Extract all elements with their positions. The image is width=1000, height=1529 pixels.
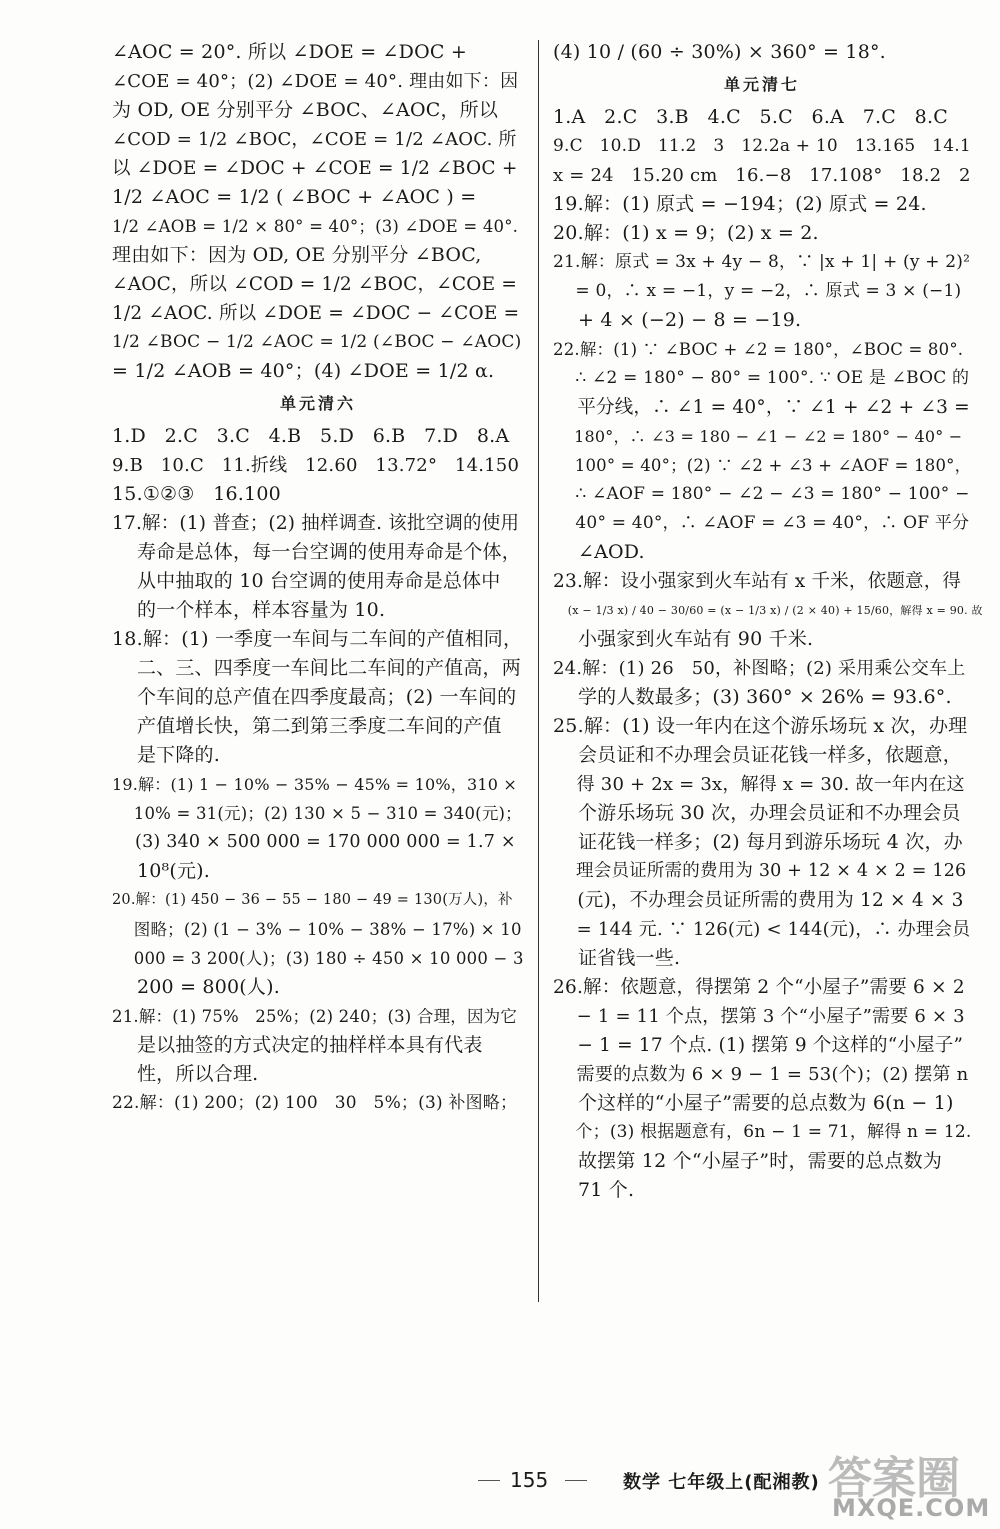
text-line: 25.解：(1) 设一年内在这个游乐场玩 x 次，办理 <box>553 715 968 737</box>
text-line: 18.解：(1) 一季度一车间与二车间的产值相同， <box>112 628 523 650</box>
text-line: 小强家到火车站有 90 千米. <box>553 628 814 650</box>
text-line: 理由如下：因为 OD, OE 分别平分 ∠BOC, <box>112 244 482 266</box>
text-line: x = 24 15.20 cm 16.−8 17.108° 18.2 2 <box>553 165 971 186</box>
footer-dash-left <box>478 1480 500 1481</box>
text-line: 性，所以合理. <box>112 1063 259 1085</box>
text-line: 20.解：(1) x = 9；(2) x = 2. <box>553 222 819 244</box>
text-line: 1/2 ∠AOC. 所以 ∠DOE = ∠DOC − ∠COE = <box>112 303 520 324</box>
text-line: − 1 = 17 个点. (1) 摆第 9 个这样的“小屋子” <box>553 1035 964 1056</box>
text-line: 平分线，∴ ∠1 = 40°，∵ ∠1 + ∠2 + ∠3 = <box>553 397 970 418</box>
text-line: 得 30 + 2x = 3x，解得 x = 30. 故一年内在这 <box>553 774 965 795</box>
section-title: 单元清六 <box>279 394 356 413</box>
text-line: (4) 10 / (60 ÷ 30%) × 360° = 18°. <box>553 41 886 63</box>
text-line: − 1 = 11 个点，摆第 3 个“小屋子”需要 6 × 3 <box>553 1006 965 1027</box>
text-line: 1/2 ∠AOC = 1/2 ( ∠BOC + ∠AOC ) = <box>112 186 477 208</box>
section-title: 单元清七 <box>723 75 800 94</box>
text-line: 1.D 2.C 3.C 4.B 5.D 6.B 7.D 8.A <box>112 425 510 447</box>
page-number: 155 <box>510 1468 549 1492</box>
text-line: 个；(3) 根据题意有，6n − 1 = 71，解得 n = 12. <box>553 1122 972 1142</box>
text-line: 是以抽签的方式决定的抽样样本具有代表 <box>112 1034 483 1056</box>
text-line: ∠COE = 40°；(2) ∠DOE = 40°. 理由如下：因 <box>112 71 519 92</box>
watermark-url: MXQE.COM <box>832 1494 991 1522</box>
text-line: + 4 × (−2) − 8 = −19. <box>553 309 802 331</box>
text-line: 21.解：原式 = 3x + 4y − 8，∵ |x + 1| + (y + 2)² <box>553 252 971 272</box>
text-line: 22.解：(1) 200；(2) 100 30 5%；(3) 补图略； <box>112 1093 518 1113</box>
text-line: 19.解：(1) 1 − 10% − 35% − 45% = 10%，310 × <box>112 775 517 794</box>
left-column <box>112 38 524 1118</box>
text-line: 21.解：(1) 75% 25%；(2) 240；(3) 合理，因为它 <box>112 1007 518 1026</box>
text-line: ∠COD = 1/2 ∠BOC，∠COE = 1/2 ∠AOC. 所 <box>112 129 517 150</box>
text-line: = 1/2 ∠AOB = 40°；(4) ∠DOE = 1/2 α. <box>112 360 495 382</box>
text-line: 71 个. <box>553 1179 635 1201</box>
text-line: 9.C 10.D 11.2 3 12.2a + 10 13.165 14.1 <box>553 136 971 156</box>
right-column <box>553 38 983 1205</box>
text-line: 学的人数最多；(3) 360° × 26% = 93.6°. <box>553 686 952 708</box>
text-line: 的一个样本，样本容量为 10. <box>112 599 386 621</box>
text-line: 为 OD, OE 分别平分 ∠BOC、∠AOC，所以 <box>112 99 499 121</box>
text-line: 26.解：依题意，得摆第 2 个“小屋子”需要 6 × 2 <box>553 977 965 998</box>
text-line: 40° = 40°，∴ ∠AOF = ∠3 = 40°，∴ OF 平分 <box>553 513 970 533</box>
column-divider <box>538 40 539 1302</box>
text-line: 证省钱一些. <box>553 947 681 969</box>
text-line: 是下降的. <box>112 744 220 766</box>
text-line: 个这样的“小屋子”需要的总点数为 6(n − 1) <box>553 1092 954 1114</box>
text-line: (3) 340 × 500 000 = 170 000 000 = 1.7 × <box>112 832 516 852</box>
text-line: 产值增长快，第二到第三季度二车间的产值 <box>112 715 502 737</box>
text-line: 10% = 31(元)；(2) 130 × 5 − 310 = 340(元)； <box>112 804 522 823</box>
text-line: = 144 元. ∵ 126(元) < 144(元)，∴ 办理会员 <box>553 919 971 940</box>
text-line: ∴ ∠AOF = 180° − ∠2 − ∠3 = 180° − 100° − <box>553 484 970 504</box>
text-line: 需要的点数为 6 × 9 − 1 = 53(个)；(2) 摆第 n <box>553 1064 969 1085</box>
text-line: 1.A 2.C 3.B 4.C 5.C 6.A 7.C 8.C <box>553 106 948 128</box>
text-line: 1/2 ∠AOB = 1/2 × 80° = 40°；(3) ∠DOE = 40°. <box>112 217 519 236</box>
text-line: 二、三、四季度一车间比二车间的产值高，两 <box>112 657 521 679</box>
text-line: 1/2 ∠BOC − 1/2 ∠AOC = 1/2 (∠BOC − ∠AOC) <box>112 332 522 352</box>
text-line: 10⁸(元). <box>112 860 211 882</box>
text-line: 寿命是总体，每一台空调的使用寿命是个体， <box>112 541 521 563</box>
text-line: 证花钱一样多；(2) 每月到游乐场玩 4 次，办 <box>553 831 963 853</box>
footer-dash-right <box>565 1480 587 1481</box>
text-line: 个游乐场玩 30 次，办理会员证和不办理会员 <box>553 802 961 824</box>
text-line: ∠AOD. <box>553 541 645 563</box>
text-line: 24.解：(1) 26 50，补图略；(2) 采用乘公交车上 <box>553 658 966 679</box>
text-line: ∴ ∠2 = 180° − 80° = 100°. ∵ OE 是 ∠BOC 的 <box>553 368 970 388</box>
text-line: ∠AOC，所以 ∠COD = 1/2 ∠BOC，∠COE = <box>112 274 518 295</box>
text-line: 会员证和不办理会员证花钱一样多，依题意， <box>553 744 962 766</box>
text-line: 000 = 3 200(人)；(3) 180 ÷ 450 × 10 000 − 3 <box>112 949 524 968</box>
text-line: = 0，∴ x = −1，y = −2，∴ 原式 = 3 × (−1) <box>553 281 962 301</box>
text-line: 个车间的总产值在四季度最高；(2) 一车间的 <box>112 686 517 708</box>
book-subject: 数学 七年级上(配湘教) <box>623 1472 820 1493</box>
text-line: 180°，∴ ∠3 = 180 − ∠1 − ∠2 = 180° − 40° − <box>553 427 963 446</box>
text-line: 理会员证所需的费用为 30 + 12 × 4 × 2 = 126 <box>553 861 967 881</box>
text-line: 17.解：(1) 普查；(2) 抽样调查. 该批空调的使用 <box>112 513 520 534</box>
text-line: ∠AOC = 20°. 所以 ∠DOE = ∠DOC + <box>112 41 467 63</box>
text-line: 15.①②③ 16.100 <box>112 483 281 505</box>
text-line: 200 = 800(人). <box>112 976 280 998</box>
text-line: 23.解：设小强家到火车站有 x 千米，依题意，得 <box>553 571 962 592</box>
text-line: 从中抽取的 10 台空调的使用寿命是总体中 <box>112 570 501 592</box>
watermark-logo: 答案圈 <box>828 1453 960 1504</box>
text-line: 100° = 40°；(2) ∵ ∠2 + ∠3 + ∠AOF = 180°， <box>553 456 972 475</box>
text-line: 22.解：(1) ∵ ∠BOC + ∠2 = 180°，∠BOC = 80°. <box>553 340 964 359</box>
text-line: 以 ∠DOE = ∠DOC + ∠COE = 1/2 ∠BOC + <box>112 158 518 179</box>
text-line: 图略；(2) (1 − 3% − 10% − 38% − 17%) × 10 <box>112 920 522 939</box>
text-line: (x − 1/3 x) / 40 − 30/60 = (x − 1/3 x) / (2 × 40) + 15/60，解得 x = 90. 故 <box>553 604 983 617</box>
text-line: (元)，不办理会员证所需的费用为 12 × 4 × 3 <box>553 890 964 911</box>
text-line: 9.B 10.C 11.折线 12.60 13.72° 14.150 <box>112 455 520 476</box>
text-line: 19.解：(1) 原式 = −194；(2) 原式 = 24. <box>553 193 927 215</box>
text-line: 20.解：(1) 450 − 36 − 55 − 180 − 49 = 130(万人)，补 <box>112 892 513 908</box>
text-line: 故摆第 12 个“小屋子”时，需要的总点数为 <box>553 1150 943 1172</box>
